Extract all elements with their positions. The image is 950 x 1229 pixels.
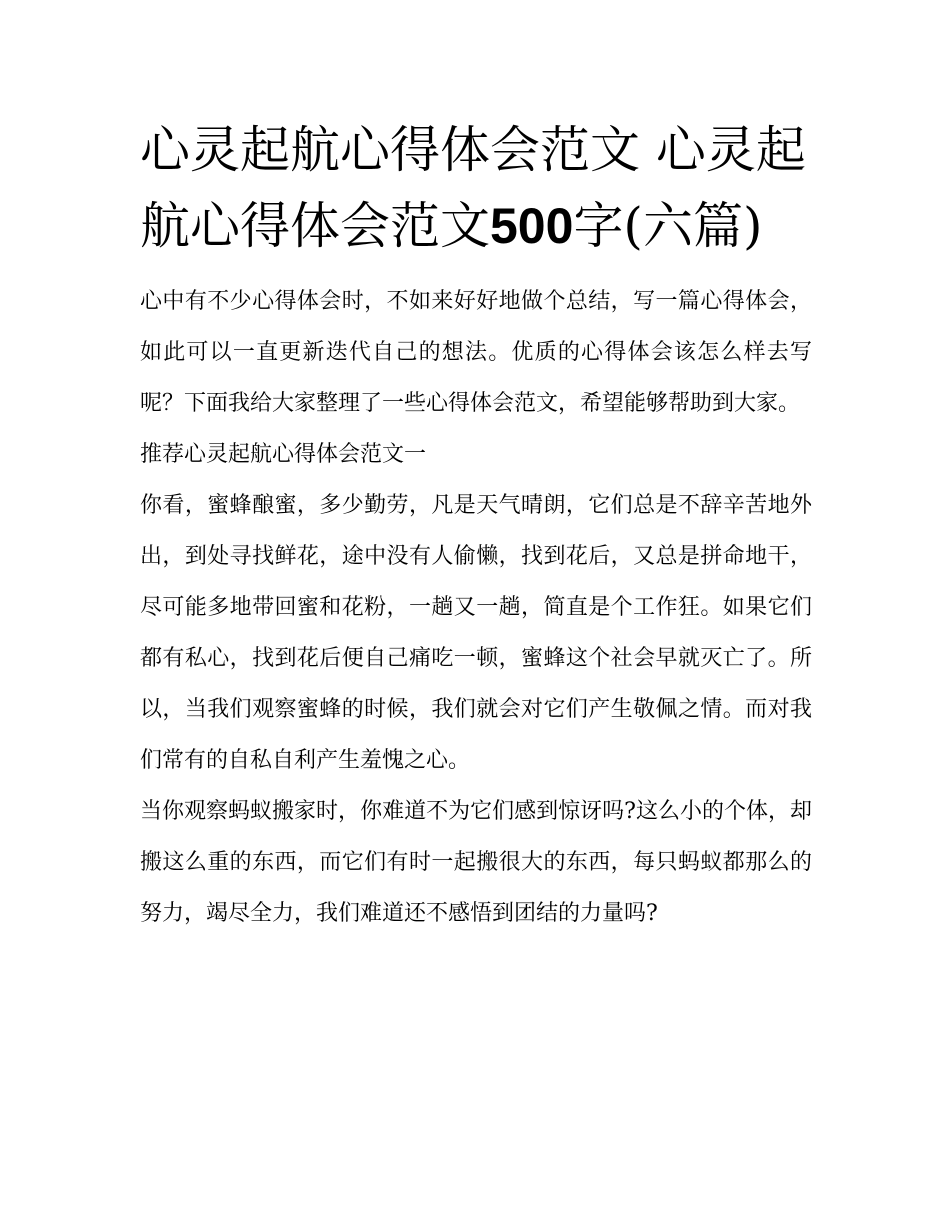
document-title (140, 112, 812, 264)
intro-paragraph: 心中有不少心得体会时，不如来好好地做个总结，写一篇心得体会，如此可以一直更新迭代自己的想法。优质的心得体会该怎么样去写呢？下面我给大家整理了一些心得体会范文，希望能够帮助到大家。 (140, 289, 812, 416)
body-paragraph: 当你观察蚂蚁搬家时，你难道不为它们感到惊讶吗?这么小的个体，却搬这么重的东西，而它们有时一起搬很大的东西，每只蚂蚁都那么的努力，竭尽全力，我们难道还不感悟到团结的力量吗? (140, 799, 812, 926)
body-paragraph: 你看，蜜蜂酿蜜，多少勤劳，凡是天气晴朗，它们总是不辞辛苦地外出，到处寻找鲜花，途中没有人偷懒，找到花后，又总是拼命地干，尽可能多地带回蜜和花粉，一趟又一趟，简直是个工作狂。如果它们都有私心，找到花后便自己痛吃一顿，蜜蜂这个社会早就灭亡了。所以，当我们观察蜜蜂的时候，我们就会对它们产生敬佩之情。而对我们常有的自私自利产生羞愧之心。 (140, 493, 812, 773)
section-heading: 推荐心灵起航心得体会范文一 (140, 442, 427, 467)
document-page (140, 112, 812, 939)
document-body (140, 276, 812, 939)
title-number: 500 (490, 198, 574, 254)
title-suffix: 字(六篇) (573, 197, 763, 255)
title-text: 心灵起航心得体会范文 心灵起航心得体会范文 (140, 121, 806, 255)
